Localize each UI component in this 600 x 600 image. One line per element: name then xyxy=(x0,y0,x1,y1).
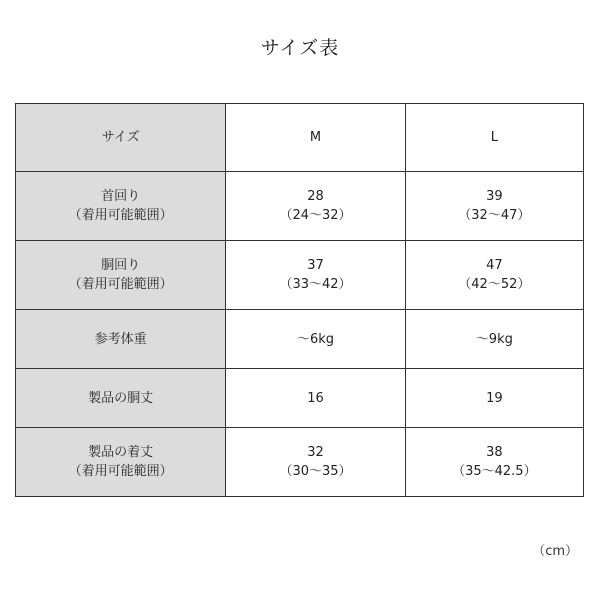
row-label-cell xyxy=(16,369,226,428)
table-row-length xyxy=(16,428,584,497)
value-l: 47 xyxy=(486,258,503,273)
value-l: 38 xyxy=(486,445,503,460)
value-cell-m xyxy=(226,428,405,497)
value-l: 〜9kg xyxy=(475,331,513,347)
size-table xyxy=(15,103,584,497)
range-l: （35〜42.5） xyxy=(452,464,537,479)
row-label: 首回り xyxy=(101,189,141,204)
table-row-chest xyxy=(16,241,584,310)
value-cell-l xyxy=(405,369,583,428)
range-m: （30〜35） xyxy=(279,464,352,479)
value-l: 19 xyxy=(486,390,503,406)
row-label-note: （着用可能範囲） xyxy=(68,208,173,223)
value-cell-m xyxy=(226,310,405,369)
value-m: 37 xyxy=(307,258,324,273)
table-row-weight xyxy=(16,310,584,369)
range-l: （32〜47） xyxy=(458,208,531,223)
row-label-cell xyxy=(16,241,226,310)
value-cell-m xyxy=(226,369,405,428)
value-m: 16 xyxy=(307,390,324,406)
value-cell-l xyxy=(405,428,583,497)
range-m: （24〜32） xyxy=(279,208,352,223)
row-label: 製品の胴丈 xyxy=(88,390,154,406)
header-size-m: M xyxy=(226,104,405,172)
value-cell-l xyxy=(405,241,583,310)
row-label: 製品の着丈 xyxy=(88,445,154,460)
table-row-body-length xyxy=(16,369,584,428)
value-cell-m xyxy=(226,172,405,241)
value-m: 28 xyxy=(307,189,324,204)
table-header-row xyxy=(16,104,584,172)
row-label-note: （着用可能範囲） xyxy=(68,277,173,292)
row-label: 胴回り xyxy=(101,258,141,273)
header-size-l: L xyxy=(405,104,583,172)
row-label-cell xyxy=(16,172,226,241)
value-cell-l xyxy=(405,172,583,241)
header-label-cell: サイズ xyxy=(16,104,226,172)
row-label-cell xyxy=(16,428,226,497)
row-label-cell xyxy=(16,310,226,369)
range-l: （42〜52） xyxy=(458,277,531,292)
page-title: サイズ表 xyxy=(260,37,340,59)
row-label-note: （着用可能範囲） xyxy=(68,464,173,479)
range-m: （33〜42） xyxy=(279,277,352,292)
table-row-neck xyxy=(16,172,584,241)
value-cell-l xyxy=(405,310,583,369)
value-l: 39 xyxy=(486,189,503,204)
value-m: 〜6kg xyxy=(296,331,335,347)
unit-note: （cm） xyxy=(532,544,578,559)
value-cell-m xyxy=(226,241,405,310)
row-label: 参考体重 xyxy=(94,331,147,347)
value-m: 32 xyxy=(307,445,324,460)
